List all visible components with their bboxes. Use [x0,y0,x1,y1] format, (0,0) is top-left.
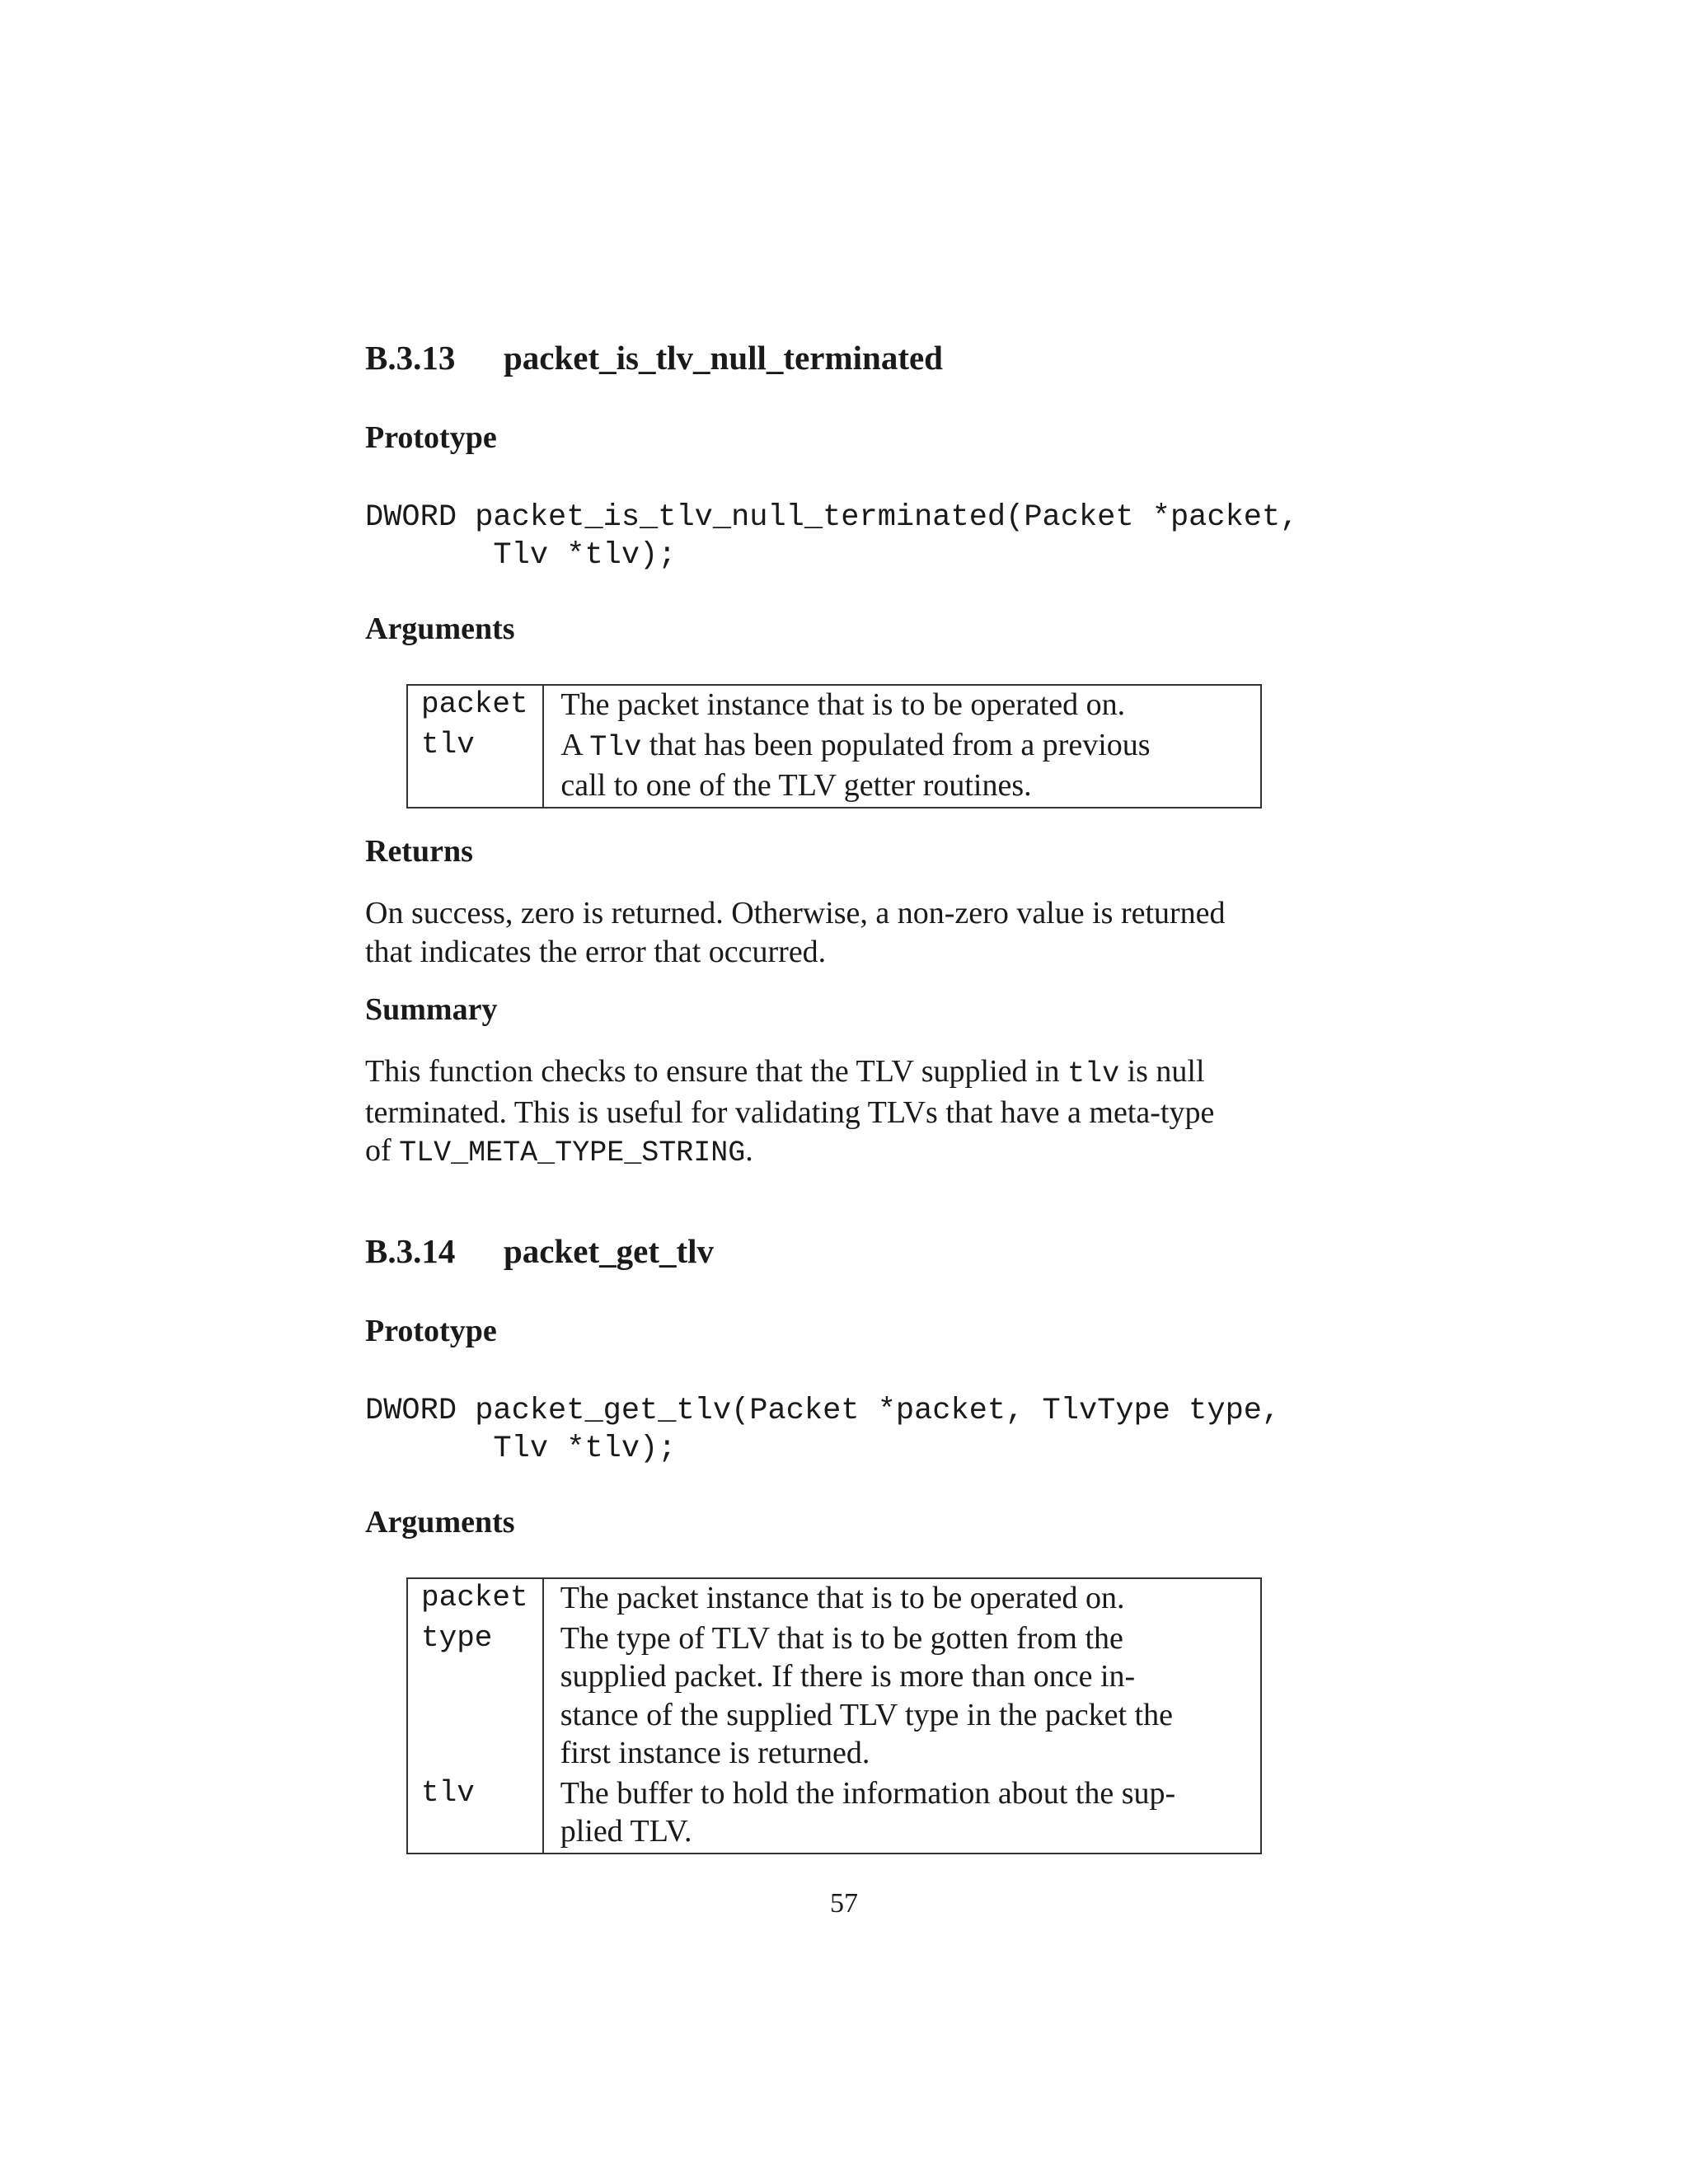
argument-description [543,1578,1261,1619]
paragraph-line: terminated. This is useful for validating TLVs that have a meta-type [365,1094,1215,1130]
prototype-heading: Prototype [365,1314,497,1348]
section-title: packet_is_tlv_null_terminated [504,339,943,377]
inline-code: tlv [1067,1057,1120,1090]
description-line: first instance is returned. [560,1736,870,1770]
returns-text [365,894,1321,971]
summary-heading: Summary [365,992,498,1027]
description-line: The buffer to hold the information about the sup- [560,1775,1176,1811]
prototype-line: DWORD packet_get_tlv(Packet *packet, TlvType type, [365,1394,1281,1428]
argument-description [543,685,1261,726]
table-row [407,726,1261,808]
summary-text [365,1052,1321,1173]
prototype-line: Tlv *tlv); [365,538,677,573]
description-line [560,726,1247,767]
description-line: stance of the supplied TLV type in the packet the [560,1697,1173,1732]
inline-code: Tlv [589,730,642,764]
page-number: 57 [830,1888,858,1919]
paragraph-line: On success, zero is returned. Otherwise, a non-zero value is returned [365,896,1226,930]
table-row [407,1578,1261,1619]
argument-name: packet [407,685,543,726]
argument-description [543,726,1261,808]
argument-description [543,1619,1261,1774]
description-line: supplied packet. If there is more than once in- [560,1659,1136,1694]
section-heading-b-3-13 [365,338,943,377]
argument-name: tlv [407,726,543,808]
text-run: is null [1119,1054,1205,1089]
paragraph-line [365,1052,1321,1094]
description-line: The packet instance that is to be operated on. [560,687,1126,722]
table-row [407,1774,1261,1854]
inline-code: TLV_META_TYPE_STRING [399,1137,746,1169]
paragraph-line: that indicates the error that occurred. [365,934,827,969]
returns-heading: Returns [365,834,473,869]
text-run: that has been populated from a previous [641,727,1151,762]
prototype-heading: Prototype [365,420,497,455]
arguments-heading: Arguments [365,612,515,646]
arguments-table [406,1577,1262,1854]
arguments-table [406,684,1262,808]
text-run: A [560,727,590,762]
argument-description [543,1774,1261,1854]
arguments-heading: Arguments [365,1505,515,1540]
prototype-code [365,1392,1280,1468]
section-number: B.3.14 [365,1232,456,1270]
table-row [407,685,1261,726]
description-line: The type of TLV that is to be gotten from the [560,1620,1123,1656]
text-run: of [365,1133,400,1168]
text-run: . [745,1133,753,1168]
argument-name: tlv [407,1774,543,1854]
description-line: The packet instance that is to be operated on. [560,1581,1125,1615]
table-row [407,1619,1261,1774]
section-number: B.3.13 [365,339,456,377]
argument-name: packet [407,1578,543,1619]
prototype-line: DWORD packet_is_tlv_null_terminated(Packet *packet, [365,500,1299,535]
section-title: packet_get_tlv [504,1232,715,1270]
prototype-code [365,499,1298,574]
description-line: call to one of the TLV getter routines. [560,768,1032,803]
paragraph-line [365,1132,1321,1173]
argument-name: type [407,1619,543,1774]
section-heading-b-3-14 [365,1231,714,1271]
description-line: plied TLV. [560,1814,692,1849]
text-run: This function checks to ensure that the TLV supplied in [365,1054,1068,1089]
prototype-line: Tlv *tlv); [365,1432,677,1466]
